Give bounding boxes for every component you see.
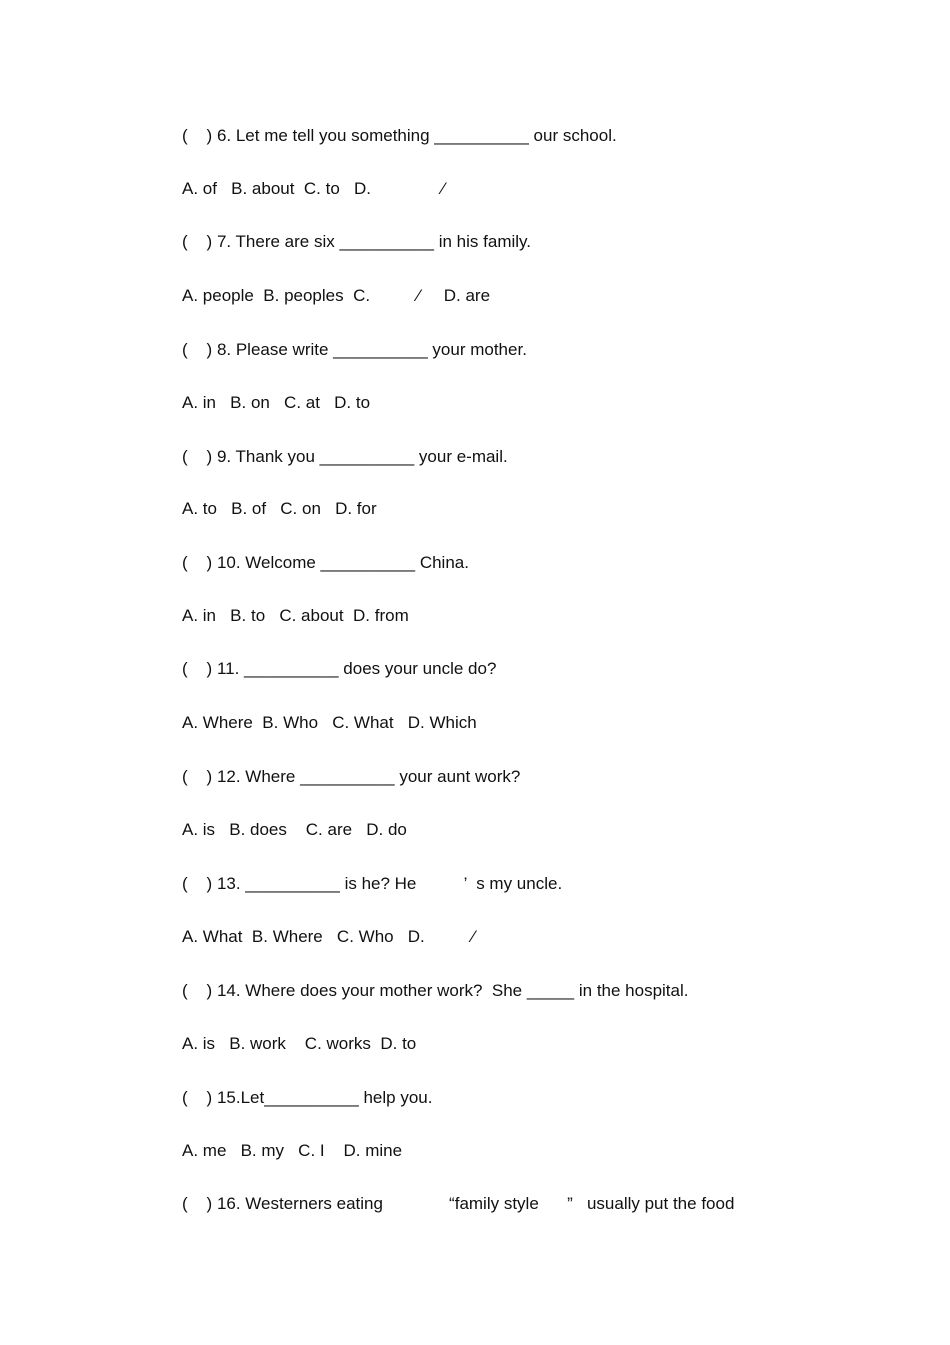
question-6: ( ) 6. Let me tell you something __________ our school. — [182, 126, 617, 145]
question-16: ( ) 16. Westerners eating “family style ” usually put the food — [182, 1194, 735, 1213]
question-12: ( ) 12. Where __________ your aunt work? — [182, 767, 521, 786]
question-14: ( ) 14. Where does your mother work? She _____ in the hospital. — [182, 981, 689, 1000]
question-11-options: A. Where B. Who C. What D. Which — [182, 713, 477, 732]
question-11: ( ) 11. __________ does your uncle do? — [182, 659, 497, 678]
question-13: ( ) 13. __________ is he? He ’ s my uncle. — [182, 874, 563, 893]
question-8-options: A. in B. on C. at D. to — [182, 393, 371, 412]
question-10-options: A. in B. to C. about D. from — [182, 606, 409, 625]
question-15: ( ) 15.Let__________ help you. — [182, 1088, 433, 1107]
question-14-options: A. is B. work C. works D. to — [182, 1034, 417, 1053]
question-9: ( ) 9. Thank you __________ your e-mail. — [182, 447, 508, 466]
question-7-options: A. people B. peoples C. ⁄ D. are — [182, 286, 491, 305]
question-8: ( ) 8. Please write __________ your mother. — [182, 340, 527, 359]
question-9-options: A. to B. of C. on D. for — [182, 499, 377, 518]
question-10: ( ) 10. Welcome __________ China. — [182, 553, 469, 572]
question-13-options: A. What B. Where C. Who D. ⁄ — [182, 927, 475, 946]
question-12-options: A. is B. does C. are D. do — [182, 820, 407, 839]
question-6-options: A. of B. about C. to D. ⁄ — [182, 179, 445, 198]
question-15-options: A. me B. my C. I D. mine — [182, 1141, 403, 1160]
question-7: ( ) 7. There are six __________ in his family. — [182, 232, 531, 251]
